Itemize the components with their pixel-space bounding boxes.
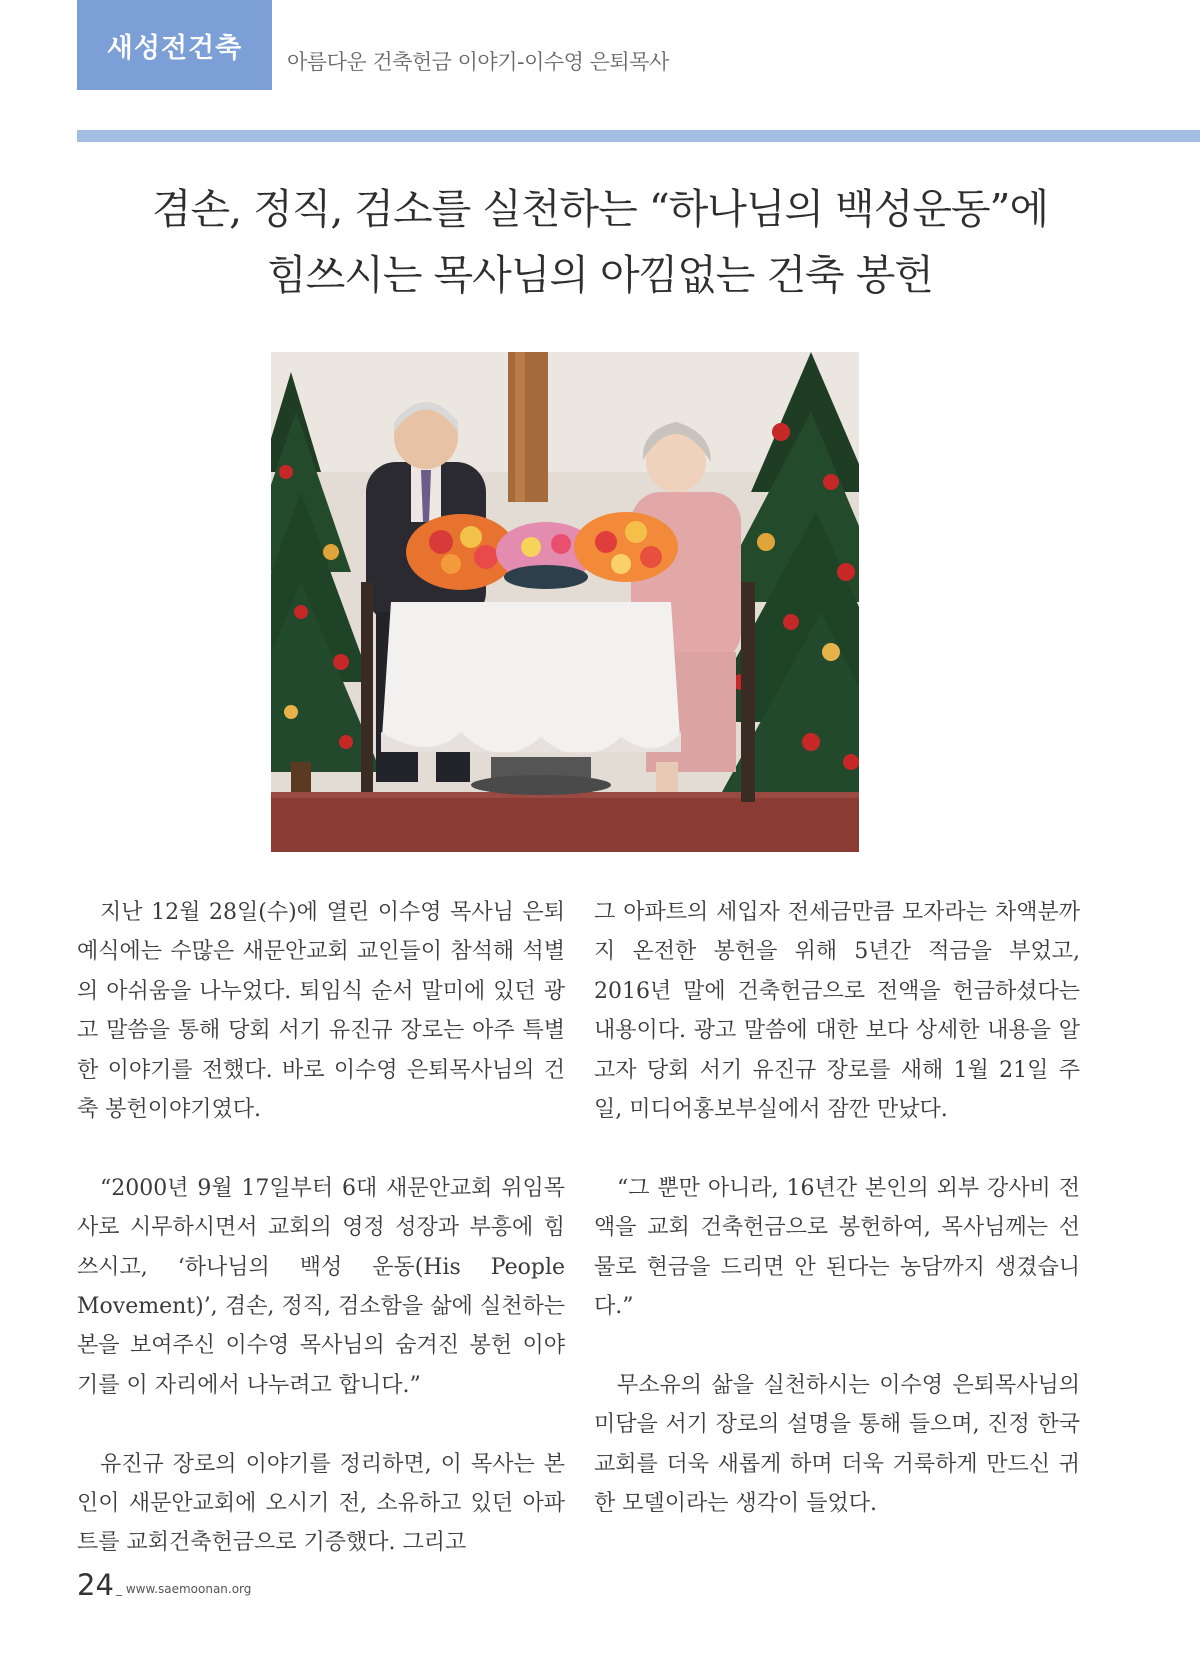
- page-number: 24: [77, 1568, 114, 1602]
- section-subtitle: 아름다운 건축헌금 이야기-이수영 은퇴목사: [287, 50, 669, 74]
- article-column-left: [77, 893, 565, 1602]
- article-paragraph: 지난 12월 28일(수)에 열린 이수영 목사님 은퇴예식에는 수많은 새문안교회 교인들이 참석해 석별의 아쉬움을 나누었다. 퇴임식 순서 말미에 있던 광고 말씀을 통해 당회 서기 유진규 장로는 아주 특별한 이야기를 전했다. 바로 이수영 은퇴목사님의 건축 봉헌이야기였다.: [77, 900, 565, 1123]
- article-paragraph: “2000년 9월 17일부터 6대 새문안교회 위임목사로 시무하시면서 교회의 영정 성장과 부흥에 힘쓰시고, ‘하나님의 백성 운동(His People Movement)’, 겸손, 정직, 검소함을 삶에 실천하는 본을 보여주신 이수영 목사님의 숨겨진 봉헌 이야기를 이 자리에서 나누려고 합니다.”: [77, 1175, 565, 1398]
- section-label: 새성전건축: [77, 0, 272, 90]
- article-paragraph: 유진규 장로의 이야기를 정리하면, 이 목사는 본인이 새문안교회에 오시기 전, 소유하고 있던 아파트를 교회건축헌금으로 기증했다. 그리고: [77, 1451, 565, 1556]
- article-paragraph: 그 아파트의 세입자 전세금만큼 모자라는 차액분까지 온전한 봉헌을 위해 5년간 적금을 부었고, 2016년 말에 건축헌금으로 전액을 헌금하셨다는 내용이다. 광고 말씀에 대한 보다 상세한 내용을 알고자 당회 서기 유진규 장로를 새해 1월 21일 주일, 미디어홍보부실에서 잠깐 만났다.: [594, 900, 1080, 1123]
- article-column-right: [594, 893, 1080, 1563]
- headline-line-2: 힘쓰시는 목사님의 아낌없는 건축 봉헌: [267, 251, 933, 299]
- footer-url: _ www.saemoonan.org: [116, 1582, 252, 1596]
- article-photo: [271, 352, 859, 852]
- headline-line-1: 겸손, 정직, 검소를 실천하는 “하나님의 백성운동”에: [151, 185, 1049, 233]
- article-paragraph: 무소유의 삶을 실천하시는 이수영 은퇴목사님의 미담을 서기 장로의 설명을 통해 들으며, 진정 한국 교회를 더욱 새롭게 하며 더욱 거룩하게 만드신 귀한 모델이라는 생각이 들었다.: [594, 1372, 1080, 1517]
- header-divider: [77, 130, 1200, 142]
- article-headline: [0, 176, 1200, 308]
- article-paragraph: “그 뿐만 아니라, 16년간 본인의 외부 강사비 전액을 교회 건축헌금으로 봉헌하여, 목사님께는 선물로 현금을 드리면 안 된다는 농담까지 생겼습니다.”: [594, 1175, 1080, 1320]
